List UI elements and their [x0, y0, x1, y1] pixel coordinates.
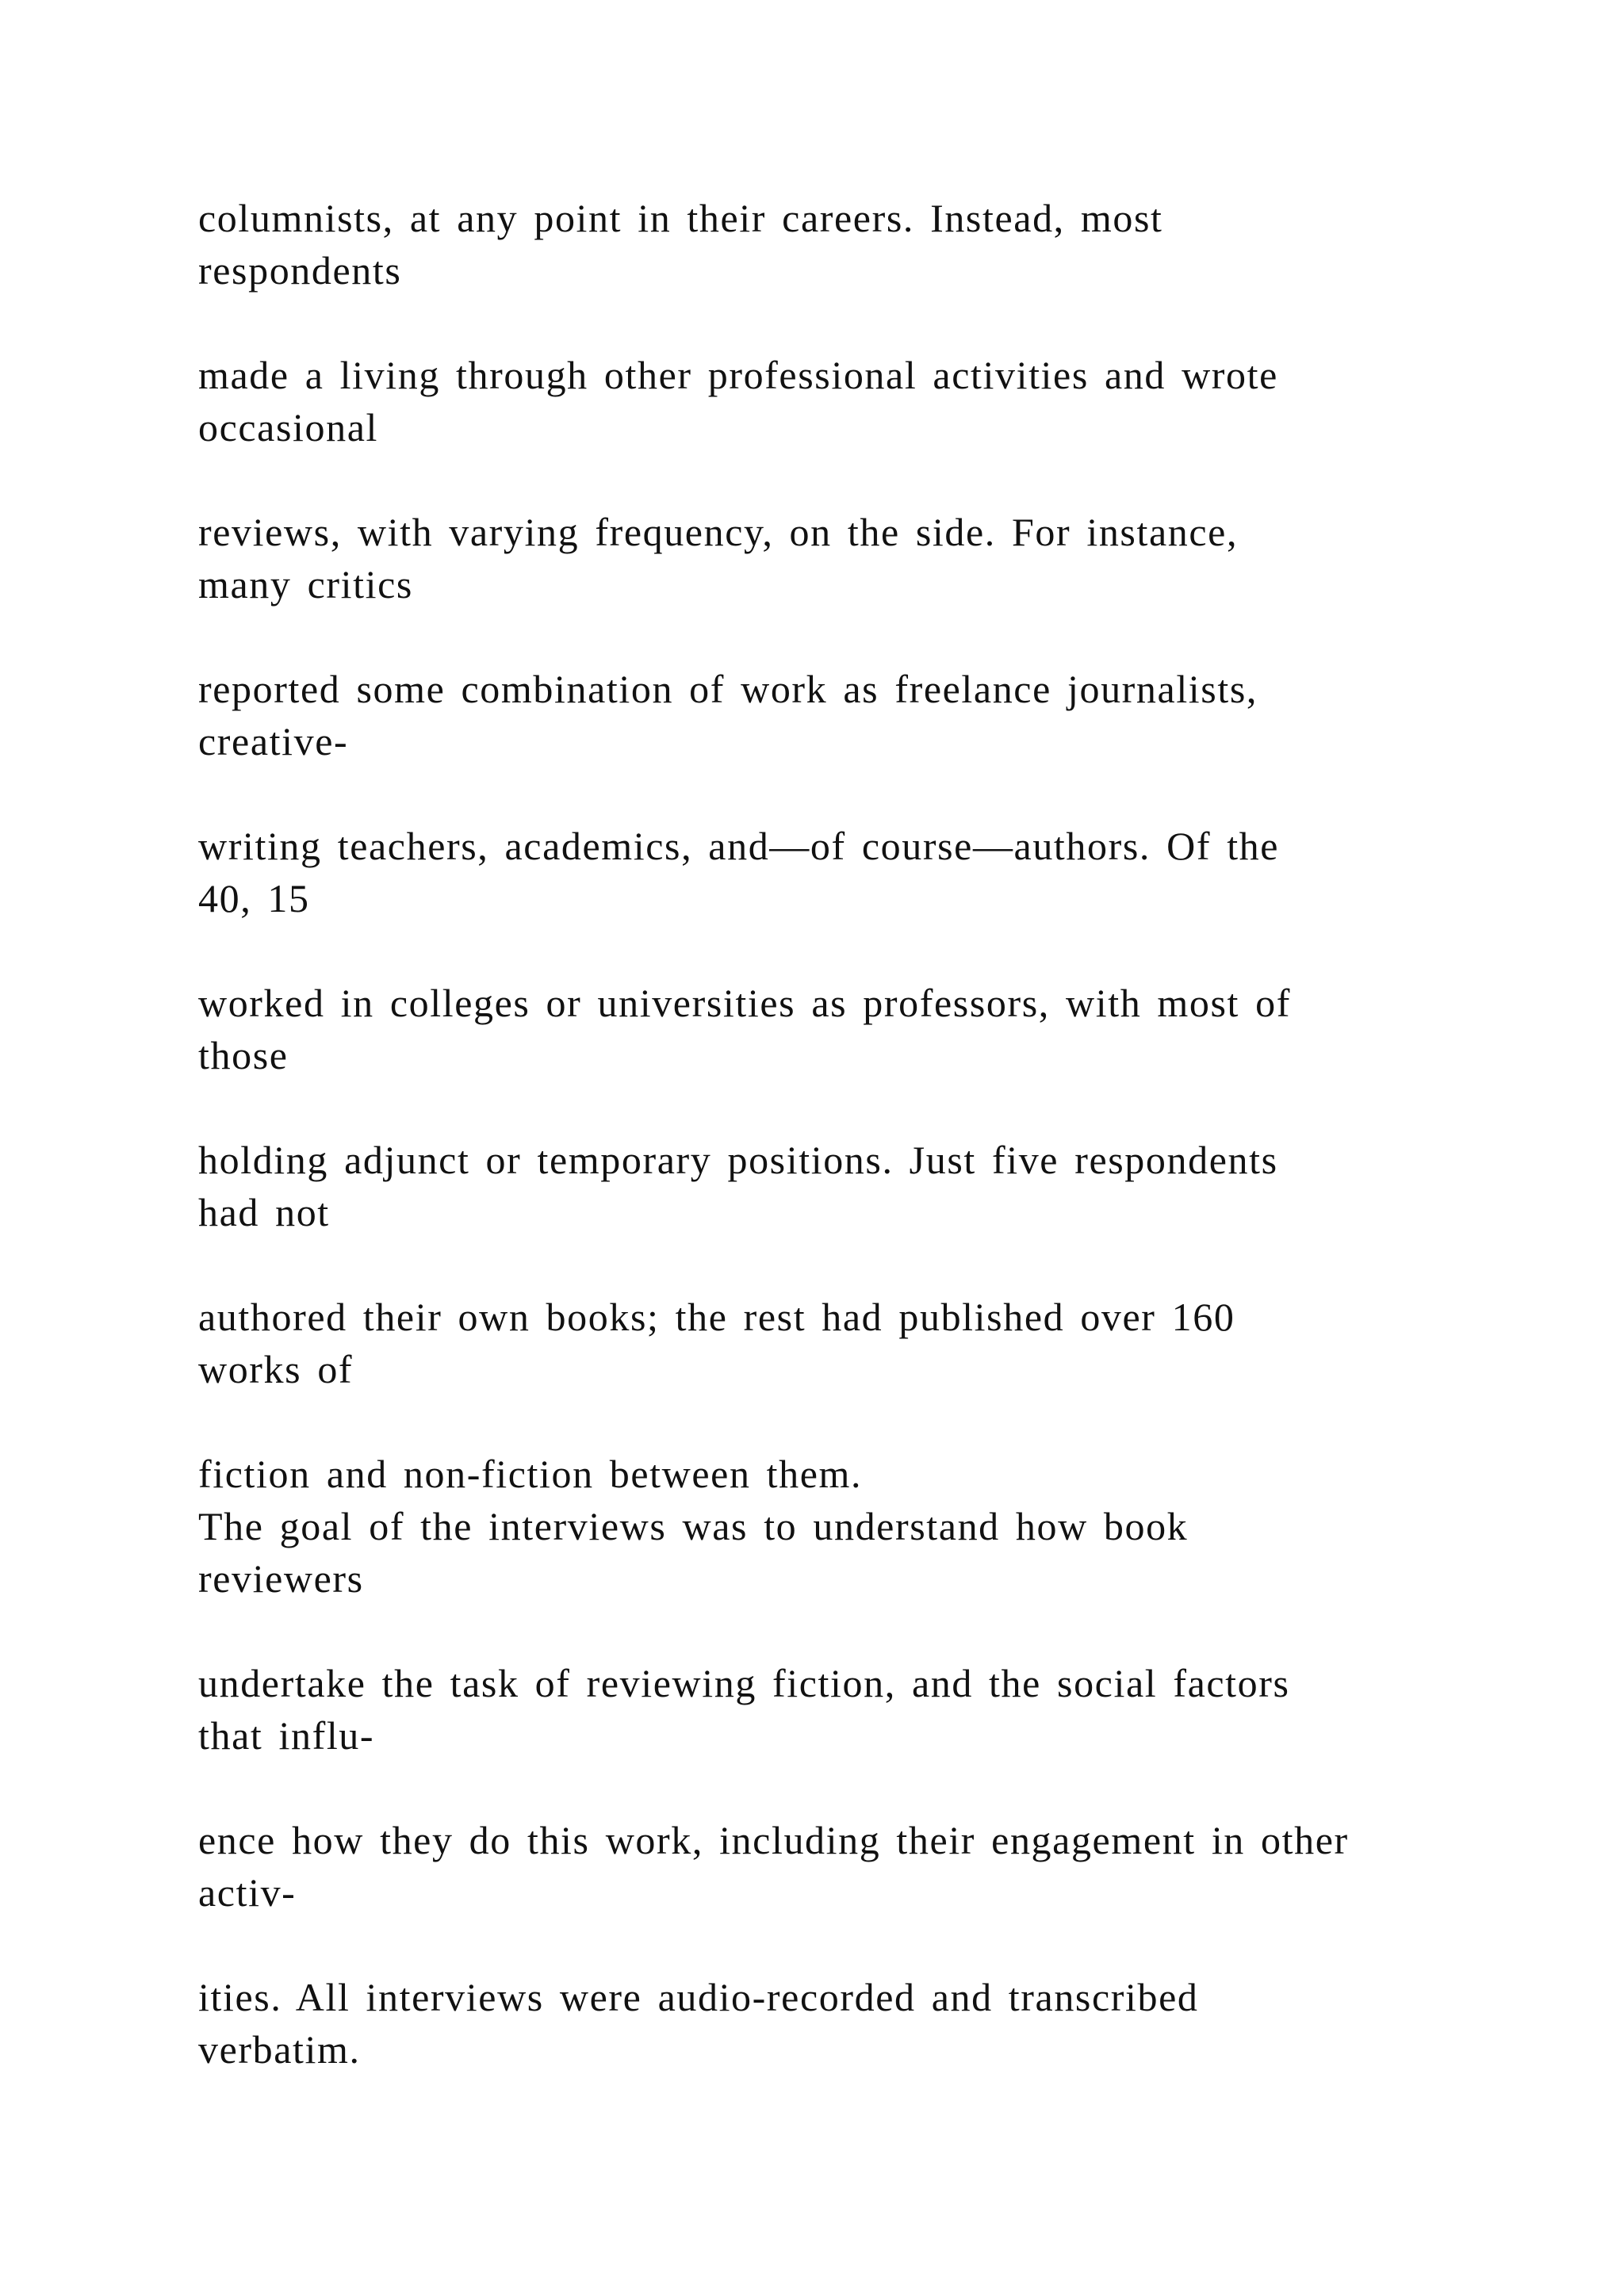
text-line: authored their own books; the rest had published over 160 [198, 1295, 1235, 1339]
paragraph-gap [198, 297, 1507, 349]
text-line: columnists, at any point in their careers. Instead, most [198, 196, 1163, 240]
text-line: occasional [198, 405, 379, 450]
document-body-text [198, 192, 1507, 2076]
paragraph-gap [198, 1395, 1507, 1448]
text-line: reviewers [198, 1556, 364, 1601]
text-line: reported some combination of work as freelance journalists, [198, 667, 1258, 711]
paragraph-gap [198, 1238, 1507, 1291]
text-line: that influ- [198, 1713, 375, 1758]
text-line: activ- [198, 1870, 297, 1915]
text-line: ities. All interviews were audio-recorded and transcribed [198, 1975, 1199, 2019]
text-line: had not [198, 1190, 330, 1234]
text-line: works of [198, 1347, 354, 1391]
text-line: fiction and non-fiction between them. [198, 1452, 863, 1496]
text-line: those [198, 1033, 289, 1077]
paragraph-gap [198, 1081, 1507, 1134]
text-line: worked in colleges or universities as professors, with most of [198, 981, 1291, 1025]
paragraph-gap [198, 1762, 1507, 1814]
text-line: 40, 15 [198, 876, 310, 920]
text-line: verbatim. [198, 2027, 361, 2072]
text-line: reviews, with varying frequency, on the side. For instance, [198, 510, 1239, 554]
text-line: many critics [198, 562, 413, 607]
text-line: creative- [198, 719, 349, 763]
text-line: holding adjunct or temporary positions. Just five respondents [198, 1138, 1278, 1182]
text-line: respondents [198, 248, 402, 293]
paragraph-gap [198, 610, 1507, 663]
text-line: The goal of the interviews was to understand how book [198, 1504, 1189, 1548]
text-line: undertake the task of reviewing fiction, and the social factors [198, 1661, 1290, 1705]
text-line: writing teachers, academics, and—of course—authors. Of the [198, 824, 1280, 868]
text-line: made a living through other professional activities and wrote [198, 353, 1278, 397]
paragraph-gap [198, 1919, 1507, 1971]
paragraph-gap [198, 1605, 1507, 1657]
paragraph-gap [198, 453, 1507, 506]
text-line: ence how they do this work, including their engagement in other [198, 1818, 1349, 1862]
paragraph-gap [198, 924, 1507, 977]
paragraph-gap [198, 767, 1507, 820]
